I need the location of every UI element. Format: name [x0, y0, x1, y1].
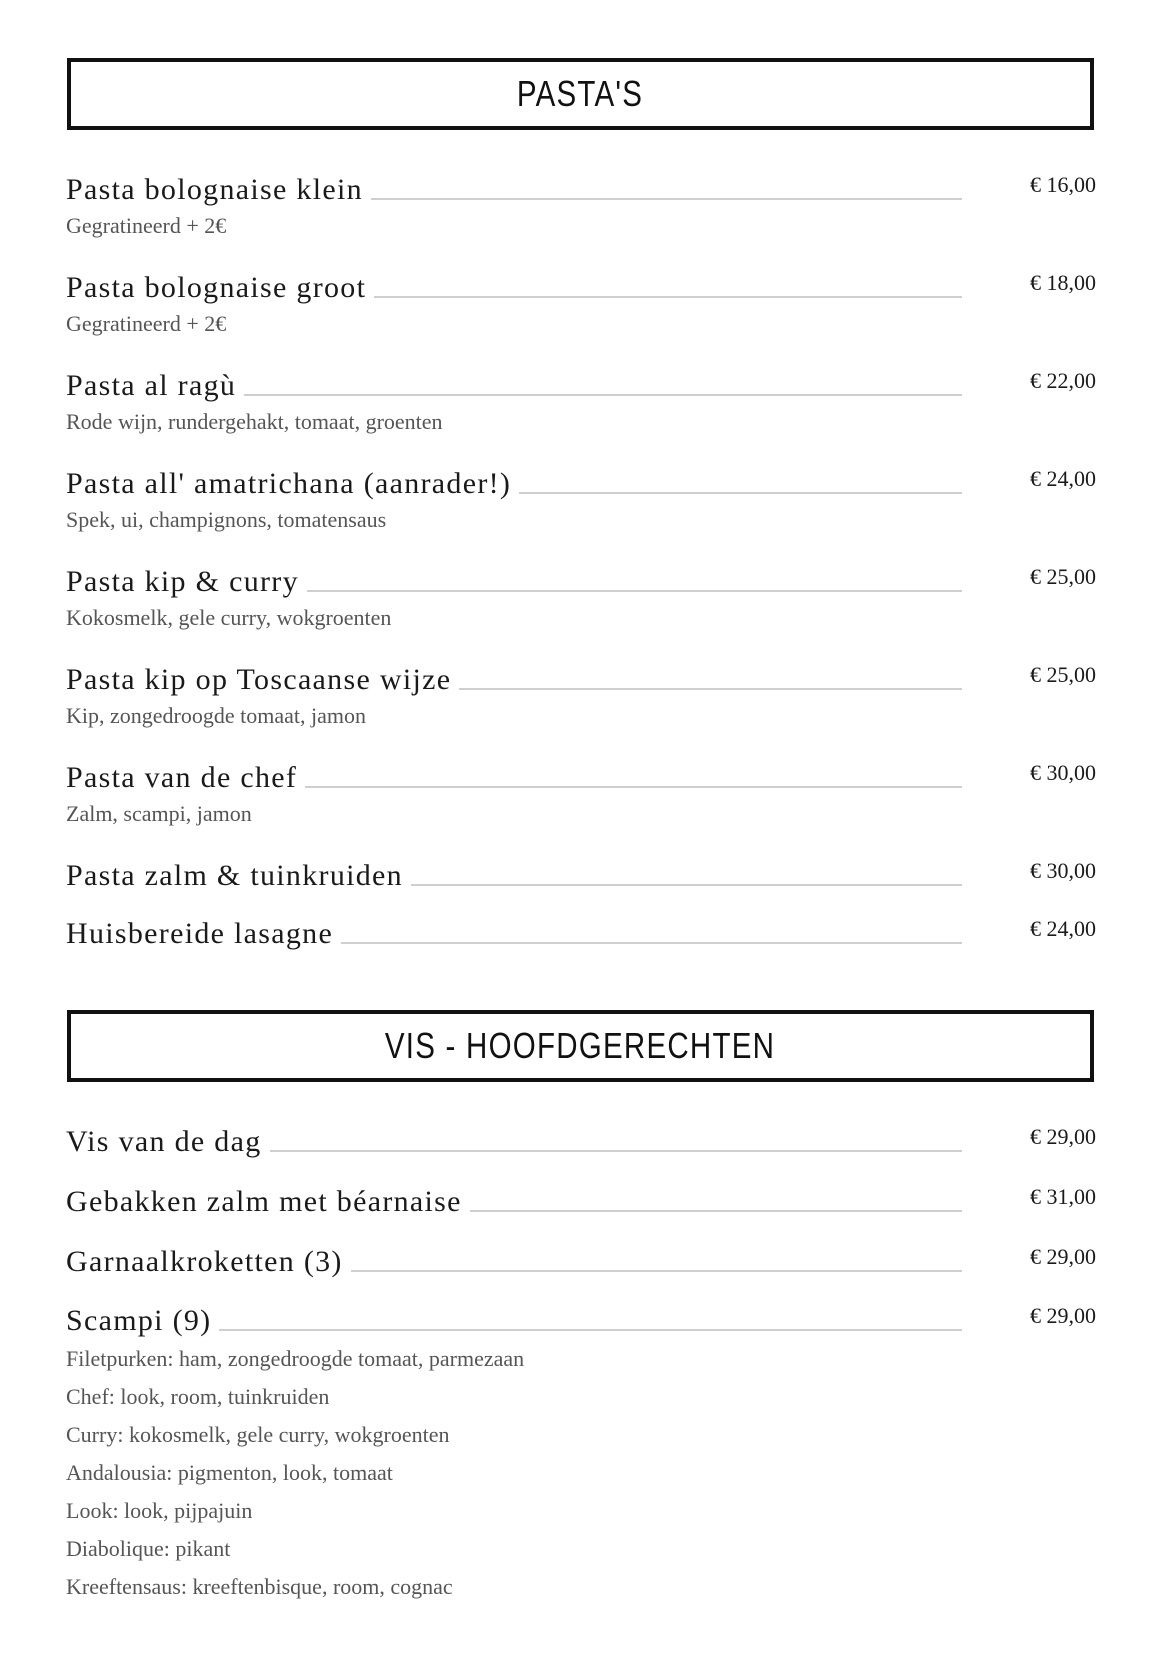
- item-description: Kokosmelk, gele curry, wokgroenten: [66, 605, 392, 630]
- scampi-option: Diabolique: pikant: [66, 1536, 231, 1561]
- menu-item-pasta-bolognaise-klein: [66, 172, 1096, 239]
- item-name: Garnaalkroketten (3): [66, 1245, 343, 1278]
- item-name: Pasta kip op Toscaanse wijze: [66, 663, 452, 696]
- scampi-option: Curry: kokosmelk, gele curry, wokgroenten: [66, 1422, 450, 1447]
- scampi-option: Look: look, pijpajuin: [66, 1498, 253, 1523]
- scampi-option: Andalousia: pigmenton, look, tomaat: [66, 1460, 393, 1485]
- dotted-leader: [307, 590, 962, 592]
- menu-item-gebakken-zalm: [66, 1184, 1096, 1220]
- item-price: € 29,00: [1030, 1124, 1096, 1149]
- dotted-leader: [374, 296, 962, 298]
- dotted-leader: [411, 884, 962, 886]
- item-name: Pasta al ragù: [66, 369, 237, 402]
- dotted-leader: [470, 1210, 962, 1212]
- dotted-leader: [244, 394, 962, 396]
- item-name: Pasta all' amatrichana (aanrader!): [66, 467, 512, 500]
- item-price: € 29,00: [1030, 1244, 1096, 1269]
- item-description: Gegratineerd + 2€: [66, 213, 227, 238]
- scampi-options-list: [66, 1340, 524, 1606]
- item-description: Kip, zongedroogde tomaat, jamon: [66, 703, 366, 728]
- scampi-option: Kreeftensaus: kreeftenbisque, room, cognac: [66, 1574, 453, 1599]
- dotted-leader: [459, 688, 962, 690]
- dotted-leader: [270, 1150, 962, 1152]
- section-title: VIS - HOOFDGERECHTEN: [385, 1025, 776, 1066]
- item-price: € 22,00: [1030, 368, 1096, 393]
- dotted-leader: [219, 1329, 962, 1331]
- menu-item-pasta-al-ragu: [66, 368, 1096, 435]
- dotted-leader: [341, 942, 962, 944]
- dotted-leader: [351, 1270, 962, 1272]
- item-price: € 25,00: [1030, 662, 1096, 687]
- item-name: Pasta kip & curry: [66, 565, 299, 598]
- dotted-leader: [371, 198, 962, 200]
- menu-item-pasta-van-de-chef: [66, 760, 1096, 827]
- menu-item-pasta-amatrichana: [66, 466, 1096, 533]
- item-price: € 18,00: [1030, 270, 1096, 295]
- item-price: € 24,00: [1030, 916, 1096, 941]
- item-price: € 16,00: [1030, 172, 1096, 197]
- menu-item-pasta-zalm: [66, 858, 1096, 894]
- menu-item-pasta-kip-curry: [66, 564, 1096, 631]
- item-name: Scampi (9): [66, 1304, 212, 1337]
- item-name: Pasta van de chef: [66, 761, 298, 794]
- item-price: € 29,00: [1030, 1303, 1096, 1328]
- item-price: € 31,00: [1030, 1184, 1096, 1209]
- item-name: Pasta zalm & tuinkruiden: [66, 859, 403, 892]
- dotted-leader: [305, 786, 962, 788]
- menu-item-pasta-kip-toscaanse: [66, 662, 1096, 729]
- item-name: Pasta bolognaise klein: [66, 173, 363, 206]
- item-description: Zalm, scampi, jamon: [66, 801, 252, 826]
- scampi-option: Filetpurken: ham, zongedroogde tomaat, parmezaan: [66, 1346, 525, 1371]
- item-price: € 30,00: [1030, 760, 1096, 785]
- section-title: PASTA'S: [517, 73, 644, 114]
- scampi-option: Chef: look, room, tuinkruiden: [66, 1384, 330, 1409]
- menu-item-vis-van-de-dag: [66, 1124, 1096, 1160]
- section-header-pastas: [67, 58, 1094, 130]
- dotted-leader: [519, 492, 962, 494]
- item-price: € 25,00: [1030, 564, 1096, 589]
- item-description: Rode wijn, rundergehakt, tomaat, groenten: [66, 409, 443, 434]
- section-header-vis: [67, 1010, 1094, 1082]
- menu-item-garnaalkroketten: [66, 1244, 1096, 1280]
- item-name: Huisbereide lasagne: [66, 917, 334, 950]
- item-name: Gebakken zalm met béarnaise: [66, 1185, 462, 1218]
- item-name: Pasta bolognaise groot: [66, 271, 367, 304]
- menu-item-pasta-bolognaise-groot: [66, 270, 1096, 337]
- item-name: Vis van de dag: [66, 1125, 262, 1158]
- menu-item-scampi: [66, 1303, 1096, 1339]
- menu-item-lasagne: [66, 916, 1096, 952]
- item-price: € 30,00: [1030, 858, 1096, 883]
- item-description: Gegratineerd + 2€: [66, 311, 227, 336]
- item-price: € 24,00: [1030, 466, 1096, 491]
- item-description: Spek, ui, champignons, tomatensaus: [66, 507, 387, 532]
